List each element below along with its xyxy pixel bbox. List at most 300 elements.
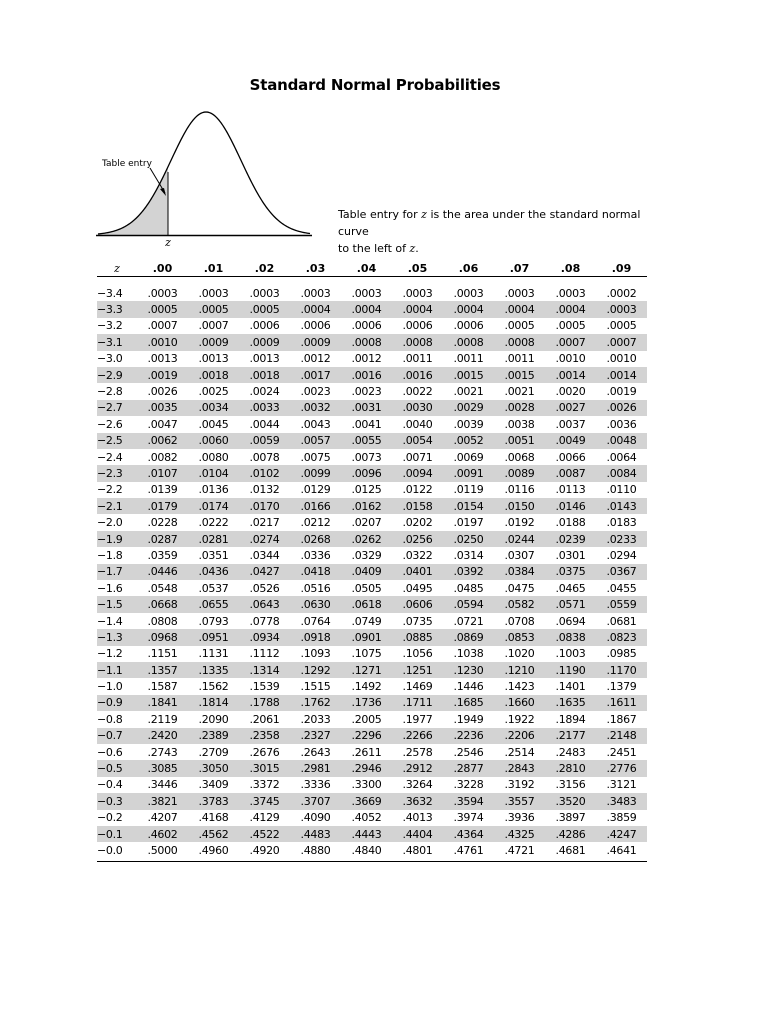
probability-cell: .2119 [147,712,178,726]
bell-curve [98,112,310,234]
probability-cell: .0268 [300,532,331,546]
column-header: .05 [407,262,428,275]
probability-cell: .0643 [249,598,280,612]
z-value-cell: −3.0 [97,352,123,366]
probability-cell: .0158 [402,499,433,513]
probability-cell: .0078 [249,450,280,464]
probability-cell: .1251 [402,663,433,677]
probability-cell: .0823 [606,630,637,644]
probability-cell: .0015 [453,368,484,382]
probability-cell: .4207 [147,811,178,825]
z-value-cell: −0.0 [97,843,123,857]
probability-cell: .1056 [402,647,433,661]
probability-cell: .0359 [147,548,178,562]
probability-cell: .0017 [300,368,331,382]
probability-cell: .0125 [351,483,382,497]
table-row [97,662,647,678]
probability-cell: .3228 [453,778,484,792]
probability-cell: .0029 [453,401,484,415]
probability-cell: .0010 [606,352,637,366]
probability-cell: .0250 [453,532,484,546]
table-row [97,433,647,449]
probability-cell: .0183 [606,516,637,530]
probability-cell: .0005 [147,303,178,317]
probability-cell: .0007 [555,335,586,349]
probability-cell: .5000 [147,843,178,857]
probability-cell: .0089 [504,466,535,480]
probability-cell: .2546 [453,745,484,759]
probability-cell: .2451 [606,745,637,759]
probability-cell: .0197 [453,516,484,530]
probability-cell: .0028 [504,401,535,415]
probability-cell: .0375 [555,565,586,579]
probability-cell: .0132 [249,483,280,497]
probability-cell: .1112 [249,647,280,661]
probability-cell: .2148 [606,729,637,743]
probability-cell: .1562 [198,680,229,694]
probability-cell: .0571 [555,598,586,612]
probability-cell: .0110 [606,483,637,497]
probability-cell: .0039 [453,417,484,431]
probability-cell: .4286 [555,827,586,841]
probability-cell: .0344 [249,548,280,562]
probability-cell: .0559 [606,598,637,612]
probability-cell: .1711 [402,696,433,710]
table-row [97,678,647,694]
probability-cell: .1539 [249,680,280,694]
probability-cell: .3974 [453,811,484,825]
probability-cell: .0049 [555,434,586,448]
probability-cell: .3264 [402,778,433,792]
column-header: .02 [254,262,275,275]
probability-cell: .0004 [555,303,586,317]
z-value-cell: −2.8 [97,385,123,399]
z-value-cell: −3.2 [97,319,123,333]
probability-cell: .0104 [198,466,229,480]
probability-cell: .3156 [555,778,586,792]
probability-cell: .0005 [504,319,535,333]
probability-cell: .0008 [402,335,433,349]
probability-cell: .0401 [402,565,433,579]
z-value-cell: −2.4 [97,450,123,464]
probability-cell: .1814 [198,696,229,710]
probability-cell: .0003 [300,286,331,300]
probability-cell: .0047 [147,417,178,431]
probability-cell: .1446 [453,680,484,694]
column-header: .03 [305,262,326,275]
probability-cell: .1314 [249,663,280,677]
probability-cell: .2177 [555,729,586,743]
normal-curve-figure [90,100,330,260]
probability-cell: .0026 [606,401,637,415]
probability-cell: .0154 [453,499,484,513]
probability-cell: .0019 [606,385,637,399]
probability-cell: .1736 [351,696,382,710]
z-value-cell: −0.2 [97,811,123,825]
table-entry-label: Table entry [102,159,152,169]
probability-cell: .0084 [606,466,637,480]
probability-cell: .0014 [555,368,586,382]
probability-cell: .0170 [249,499,280,513]
probability-cell: .0033 [249,401,280,415]
probability-cell: .4761 [453,843,484,857]
probability-cell: .2236 [453,729,484,743]
z-value-cell: −2.9 [97,368,123,382]
probability-cell: .0129 [300,483,331,497]
table-row [97,285,647,301]
probability-cell: .1357 [147,663,178,677]
probability-cell: .0021 [504,385,535,399]
probability-cell: .2810 [555,762,586,776]
probability-cell: .0015 [504,368,535,382]
probability-cell: .0013 [249,352,280,366]
probability-cell: .0003 [351,286,382,300]
z-value-cell: −1.7 [97,565,123,579]
probability-cell: .1894 [555,712,586,726]
probability-cell: .1788 [249,696,280,710]
table-row [97,580,647,596]
probability-cell: .0019 [147,368,178,382]
probability-cell: .0011 [402,352,433,366]
column-header: .06 [458,262,479,275]
probability-cell: .0008 [351,335,382,349]
probability-cell: .0003 [504,286,535,300]
probability-cell: .0188 [555,516,586,530]
probability-cell: .0409 [351,565,382,579]
table-row [97,613,647,629]
probability-cell: .2061 [249,712,280,726]
column-header: .09 [611,262,632,275]
z-value-cell: −3.3 [97,303,123,317]
probability-cell: .0548 [147,581,178,595]
probability-cell: .0005 [606,319,637,333]
probability-cell: .0005 [555,319,586,333]
table-row [97,400,647,416]
probability-cell: .0013 [198,352,229,366]
probability-cell: .3409 [198,778,229,792]
z-value-cell: −1.4 [97,614,123,628]
probability-cell: .1210 [504,663,535,677]
probability-cell: .0087 [555,466,586,480]
probability-cell: .0582 [504,598,535,612]
table-row [97,547,647,563]
probability-cell: .0465 [555,581,586,595]
probability-cell: .4602 [147,827,178,841]
probability-cell: .0018 [198,368,229,382]
z-value-cell: −2.5 [97,434,123,448]
probability-cell: .0016 [402,368,433,382]
probability-cell: .0025 [198,385,229,399]
probability-cell: .0618 [351,598,382,612]
probability-cell: .3669 [351,794,382,808]
column-header: .07 [509,262,530,275]
table-row [97,596,647,612]
probability-cell: .0054 [402,434,433,448]
probability-cell: .1635 [555,696,586,710]
probability-cell: .1492 [351,680,382,694]
probability-cell: .0006 [453,319,484,333]
probability-cell: .0032 [300,401,331,415]
probability-cell: .2676 [249,745,280,759]
probability-cell: .1003 [555,647,586,661]
probability-cell: .0055 [351,434,382,448]
probability-cell: .0143 [606,499,637,513]
probability-cell: .1515 [300,680,331,694]
table-row [97,465,647,481]
probability-cell: .0838 [555,630,586,644]
probability-cell: .1841 [147,696,178,710]
probability-cell: .0016 [351,368,382,382]
table-row [97,351,647,367]
table-row [97,514,647,530]
probability-cell: .0006 [402,319,433,333]
probability-cell: .0006 [249,319,280,333]
probability-cell: .2296 [351,729,382,743]
probability-cell: .1230 [453,663,484,677]
probability-cell: .2946 [351,762,382,776]
probability-cell: .3745 [249,794,280,808]
probability-cell: .0495 [402,581,433,595]
probability-cell: .0010 [147,335,178,349]
probability-cell: .0694 [555,614,586,628]
probability-cell: .0655 [198,598,229,612]
probability-cell: .0004 [300,303,331,317]
probability-cell: .0951 [198,630,229,644]
probability-cell: .0113 [555,483,586,497]
probability-cell: .3859 [606,811,637,825]
probability-cell: .0007 [606,335,637,349]
probability-cell: .0475 [504,581,535,595]
probability-cell: .0749 [351,614,382,628]
probability-cell: .3483 [606,794,637,808]
probability-cell: .0139 [147,483,178,497]
probability-cell: .0037 [555,417,586,431]
column-header: .01 [203,262,224,275]
probability-cell: .0035 [147,401,178,415]
probability-cell: .0485 [453,581,484,595]
probability-cell: .0505 [351,581,382,595]
z-value-cell: −1.3 [97,630,123,644]
probability-cell: .0918 [300,630,331,644]
probability-cell: .2843 [504,762,535,776]
probability-cell: .0004 [402,303,433,317]
probability-cell: .1922 [504,712,535,726]
probability-cell: .0329 [351,548,382,562]
probability-cell: .0022 [402,385,433,399]
probability-cell: .0166 [300,499,331,513]
probability-cell: .1977 [402,712,433,726]
probability-cell: .0044 [249,417,280,431]
z-value-cell: −1.2 [97,647,123,661]
probability-cell: .1401 [555,680,586,694]
probability-cell: .0262 [351,532,382,546]
probability-cell: .4522 [249,827,280,841]
probability-cell: .1131 [198,647,229,661]
probability-cell: .0336 [300,548,331,562]
probability-cell: .3085 [147,762,178,776]
probability-cell: .0003 [606,303,637,317]
probability-cell: .2912 [402,762,433,776]
probability-cell: .0023 [351,385,382,399]
z-value-cell: −1.1 [97,663,123,677]
table-row [97,449,647,465]
probability-cell: .0036 [606,417,637,431]
table-row [97,416,647,432]
probability-cell: .4641 [606,843,637,857]
probability-cell: .2327 [300,729,331,743]
caption-line-1: Table entry for z is the area under the standard normal curve [338,208,641,238]
probability-cell: .4168 [198,811,229,825]
probability-cell: .1423 [504,680,535,694]
probability-cell: .3520 [555,794,586,808]
probability-cell: .0322 [402,548,433,562]
probability-cell: .0010 [555,352,586,366]
probability-cell: .0038 [504,417,535,431]
probability-cell: .0314 [453,548,484,562]
probability-cell: .0294 [606,548,637,562]
probability-cell: .0004 [351,303,382,317]
probability-cell: .0003 [453,286,484,300]
table-body [97,285,647,859]
probability-cell: .0007 [198,319,229,333]
probability-cell: .4013 [402,811,433,825]
probability-cell: .0367 [606,565,637,579]
probability-cell: .0869 [453,630,484,644]
table-row [97,334,647,350]
probability-cell: .2206 [504,729,535,743]
probability-cell: .2611 [351,745,382,759]
probability-cell: .0384 [504,565,535,579]
probability-cell: .0116 [504,483,535,497]
probability-cell: .0708 [504,614,535,628]
probability-cell: .0057 [300,434,331,448]
probability-cell: .0012 [351,352,382,366]
probability-cell: .0537 [198,581,229,595]
probability-cell: .0003 [402,286,433,300]
probability-cell: .4325 [504,827,535,841]
probability-cell: .0011 [504,352,535,366]
probability-cell: .0011 [453,352,484,366]
z-value-cell: −1.8 [97,548,123,562]
probability-cell: .0202 [402,516,433,530]
z-value-cell: −2.0 [97,516,123,530]
probability-cell: .0207 [351,516,382,530]
z-value-cell: −2.3 [97,466,123,480]
probability-cell: .0217 [249,516,280,530]
probability-cell: .0606 [402,598,433,612]
z-value-cell: −0.9 [97,696,123,710]
z-value-cell: −3.1 [97,335,123,349]
probability-cell: .4247 [606,827,637,841]
table-row [97,318,647,334]
probability-cell: .0212 [300,516,331,530]
probability-cell: .2033 [300,712,331,726]
probability-cell: .0735 [402,614,433,628]
probability-cell: .0594 [453,598,484,612]
probability-cell: .0031 [351,401,382,415]
probability-cell: .3707 [300,794,331,808]
probability-cell: .3632 [402,794,433,808]
probability-cell: .2090 [198,712,229,726]
probability-cell: .0068 [504,450,535,464]
probability-cell: .0024 [249,385,280,399]
table-row [97,564,647,580]
probability-cell: .3821 [147,794,178,808]
probability-cell: .0003 [249,286,280,300]
table-row [97,629,647,645]
probability-cell: .2643 [300,745,331,759]
probability-cell: .0023 [300,385,331,399]
probability-cell: .0080 [198,450,229,464]
probability-cell: .1469 [402,680,433,694]
column-header: .00 [152,262,173,275]
z-value-cell: −1.5 [97,598,123,612]
probability-cell: .0455 [606,581,637,595]
probability-cell: .4681 [555,843,586,857]
table-row [97,498,647,514]
table-row [97,383,647,399]
probability-cell: .0233 [606,532,637,546]
probability-cell: .1762 [300,696,331,710]
probability-cell: .0162 [351,499,382,513]
probability-cell: .0052 [453,434,484,448]
probability-cell: .2483 [555,745,586,759]
probability-cell: .0048 [606,434,637,448]
probability-cell: .0004 [504,303,535,317]
probability-cell: .0526 [249,581,280,595]
probability-cell: .0793 [198,614,229,628]
probability-cell: .0071 [402,450,433,464]
probability-cell: .0073 [351,450,382,464]
probability-cell: .0630 [300,598,331,612]
probability-cell: .0082 [147,450,178,464]
z-column-header: z [114,262,120,275]
table-row [97,646,647,662]
table-row [97,301,647,317]
probability-cell: .0102 [249,466,280,480]
z-value-cell: −0.8 [97,712,123,726]
probability-cell: .0721 [453,614,484,628]
probability-cell: .0034 [198,401,229,415]
probability-cell: .0007 [147,319,178,333]
probability-cell: .1038 [453,647,484,661]
probability-cell: .0003 [555,286,586,300]
probability-cell: .0668 [147,598,178,612]
probability-cell: .4129 [249,811,280,825]
probability-cell: .1611 [606,696,637,710]
probability-cell: .3557 [504,794,535,808]
probability-cell: .3783 [198,794,229,808]
column-header: .04 [356,262,377,275]
probability-cell: .1335 [198,663,229,677]
probability-cell: .1093 [300,647,331,661]
probability-cell: .0228 [147,516,178,530]
probability-cell: .3300 [351,778,382,792]
probability-cell: .0681 [606,614,637,628]
probability-cell: .1685 [453,696,484,710]
probability-cell: .0436 [198,565,229,579]
probability-table [97,258,647,862]
probability-cell: .0041 [351,417,382,431]
probability-cell: .0934 [249,630,280,644]
probability-cell: .0020 [555,385,586,399]
probability-cell: .0985 [606,647,637,661]
probability-cell: .3121 [606,778,637,792]
probability-cell: .2743 [147,745,178,759]
probability-cell: .3336 [300,778,331,792]
probability-cell: .0009 [249,335,280,349]
table-caption [338,206,658,257]
